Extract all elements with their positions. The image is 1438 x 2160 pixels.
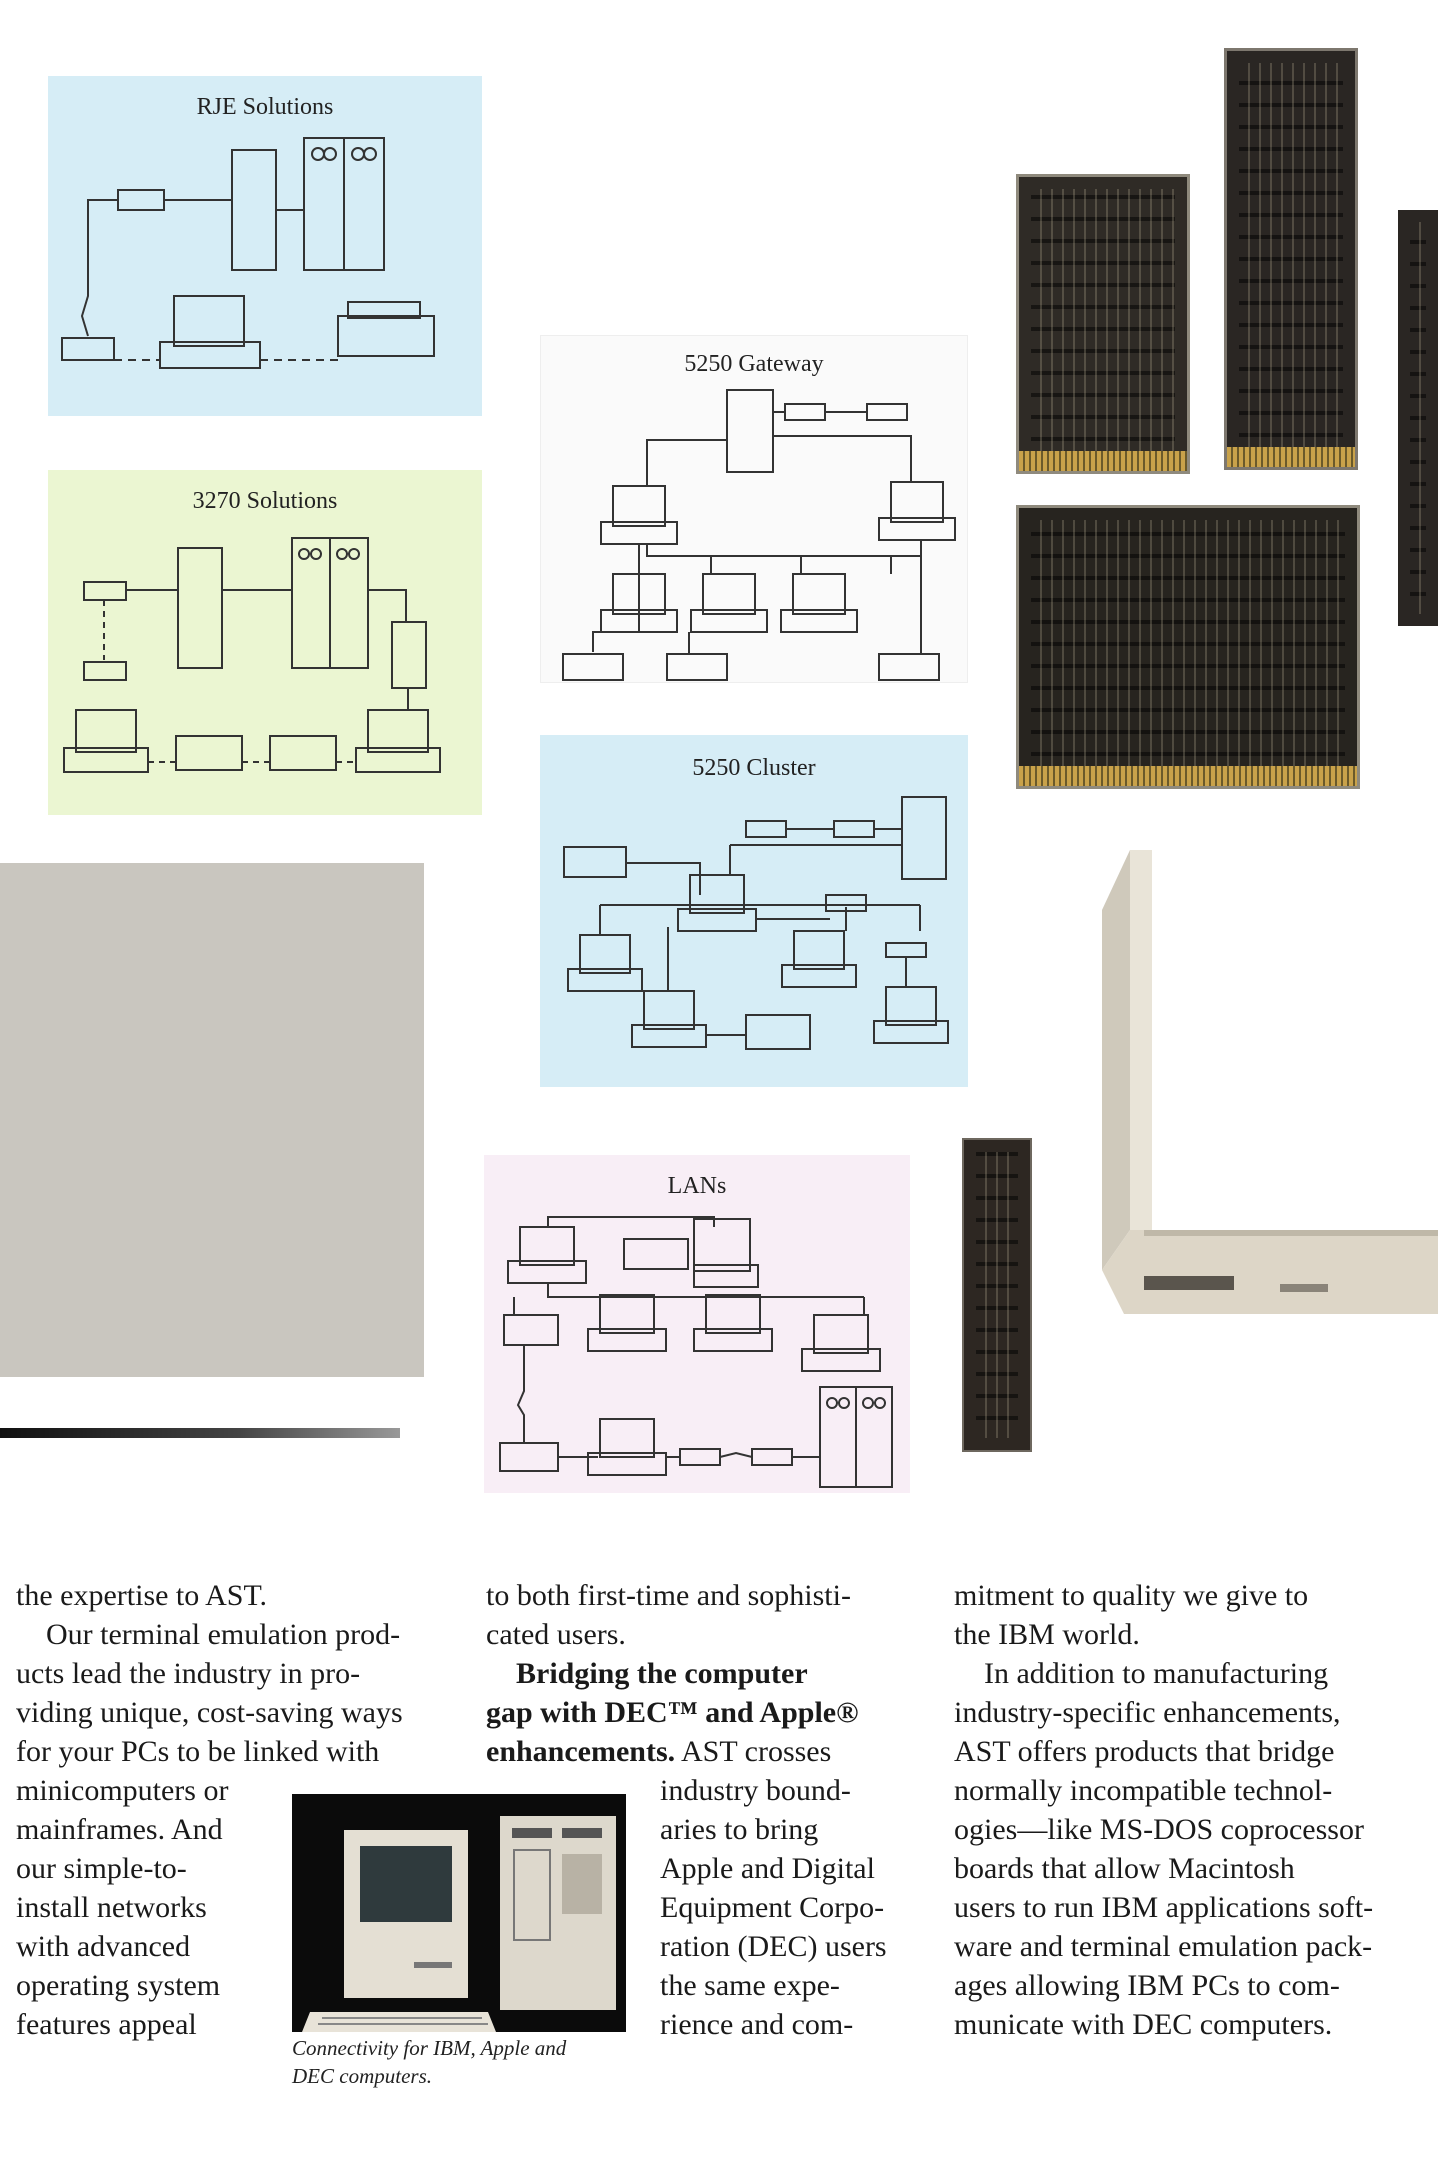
coprocessor-board-photo [962, 1138, 1032, 1452]
expansion-board-photo [1398, 210, 1438, 626]
expansion-board-photo [1016, 174, 1190, 474]
section-heading: enhancements. [486, 1735, 676, 1768]
expansion-board-photo [1224, 48, 1358, 470]
text-line: the expertise to AST. [16, 1579, 268, 1612]
text-line: mitment to quality we give to [954, 1579, 1309, 1612]
cover-edge-stripe [0, 1428, 400, 1438]
3270-network-drawing [48, 470, 482, 815]
diagram-title: 3270 Solutions [192, 488, 338, 514]
diagram-title: 5250 Cluster [692, 755, 816, 781]
section-heading: Bridging the computer [516, 1657, 808, 1690]
text-line: industry bound- [660, 1774, 851, 1807]
text-line: municate with DEC computers. [954, 2008, 1333, 2041]
text-line: In addition to manufacturing [984, 1657, 1329, 1690]
text-line: aries to bring [660, 1813, 819, 1846]
lan-network-drawing [484, 1155, 910, 1493]
text-line: industry-specific enhancements, [954, 1696, 1341, 1729]
text-line: boards that allow Macintosh [954, 1852, 1295, 1885]
diagram-title: RJE Solutions [196, 94, 334, 120]
rje-solutions-diagram [48, 76, 482, 416]
text-line: ration (DEC) users [660, 1930, 887, 1963]
text-line: Equipment Corpo- [660, 1891, 885, 1924]
macintosh-and-dec-computer-photo [292, 1794, 626, 2032]
text-line: AST crosses [675, 1735, 832, 1768]
5250-cluster-diagram [540, 735, 968, 1087]
text-line: rience and com- [660, 2008, 854, 2041]
text-line: the IBM world. [954, 1618, 1140, 1651]
text-line: mainframes. And [16, 1813, 223, 1846]
section-heading: gap with DEC™ and Apple® [486, 1696, 859, 1729]
cluster-network-drawing [540, 735, 968, 1087]
text-line: minicomputers or [16, 1774, 229, 1807]
caption-line: Connectivity for IBM, Apple and [292, 2036, 567, 2060]
diagram-title: LANs [667, 1173, 727, 1199]
text-line: for your PCs to be linked with [16, 1735, 380, 1768]
text-line: users to run IBM applications soft- [954, 1891, 1374, 1924]
computer-case-photo [1094, 850, 1438, 1314]
text-line: ages allowing IBM PCs to com- [954, 1969, 1340, 2002]
text-line: with advanced [16, 1930, 191, 1963]
memory-board-photo [1016, 505, 1360, 789]
lans-diagram [484, 1155, 910, 1493]
text-line: to both first-time and sophisti- [486, 1579, 851, 1612]
text-line: cated users. [486, 1618, 626, 1651]
5250-gateway-diagram [540, 335, 968, 683]
text-line: our simple-to- [16, 1852, 187, 1885]
text-line: ucts lead the industry in pro- [16, 1657, 361, 1690]
text-line: ware and terminal emulation pack- [954, 1930, 1373, 1963]
photo-caption [292, 2034, 632, 2090]
text-line: AST offers products that bridge [954, 1735, 1335, 1768]
text-line: operating system [16, 1969, 221, 2002]
gateway-network-drawing [541, 336, 969, 684]
rje-network-drawing [48, 76, 482, 416]
text-line: features appeal [16, 2008, 197, 2041]
text-line: Apple and Digital [660, 1852, 875, 1885]
3270-solutions-diagram [48, 470, 482, 815]
text-line: the same expe- [660, 1969, 840, 2002]
text-line: install networks [16, 1891, 207, 1924]
diagram-title: 5250 Gateway [684, 351, 824, 377]
text-line: viding unique, cost-saving ways [16, 1696, 403, 1729]
text-line: ogies—like MS-DOS coprocessor [954, 1813, 1364, 1846]
text-column-3 [954, 1576, 1424, 2044]
text-line: normally incompatible technol- [954, 1774, 1333, 1807]
text-line: Our terminal emulation prod- [46, 1618, 401, 1651]
beige-computer-cover-photo [0, 863, 424, 1377]
caption-line: DEC computers. [292, 2064, 432, 2088]
